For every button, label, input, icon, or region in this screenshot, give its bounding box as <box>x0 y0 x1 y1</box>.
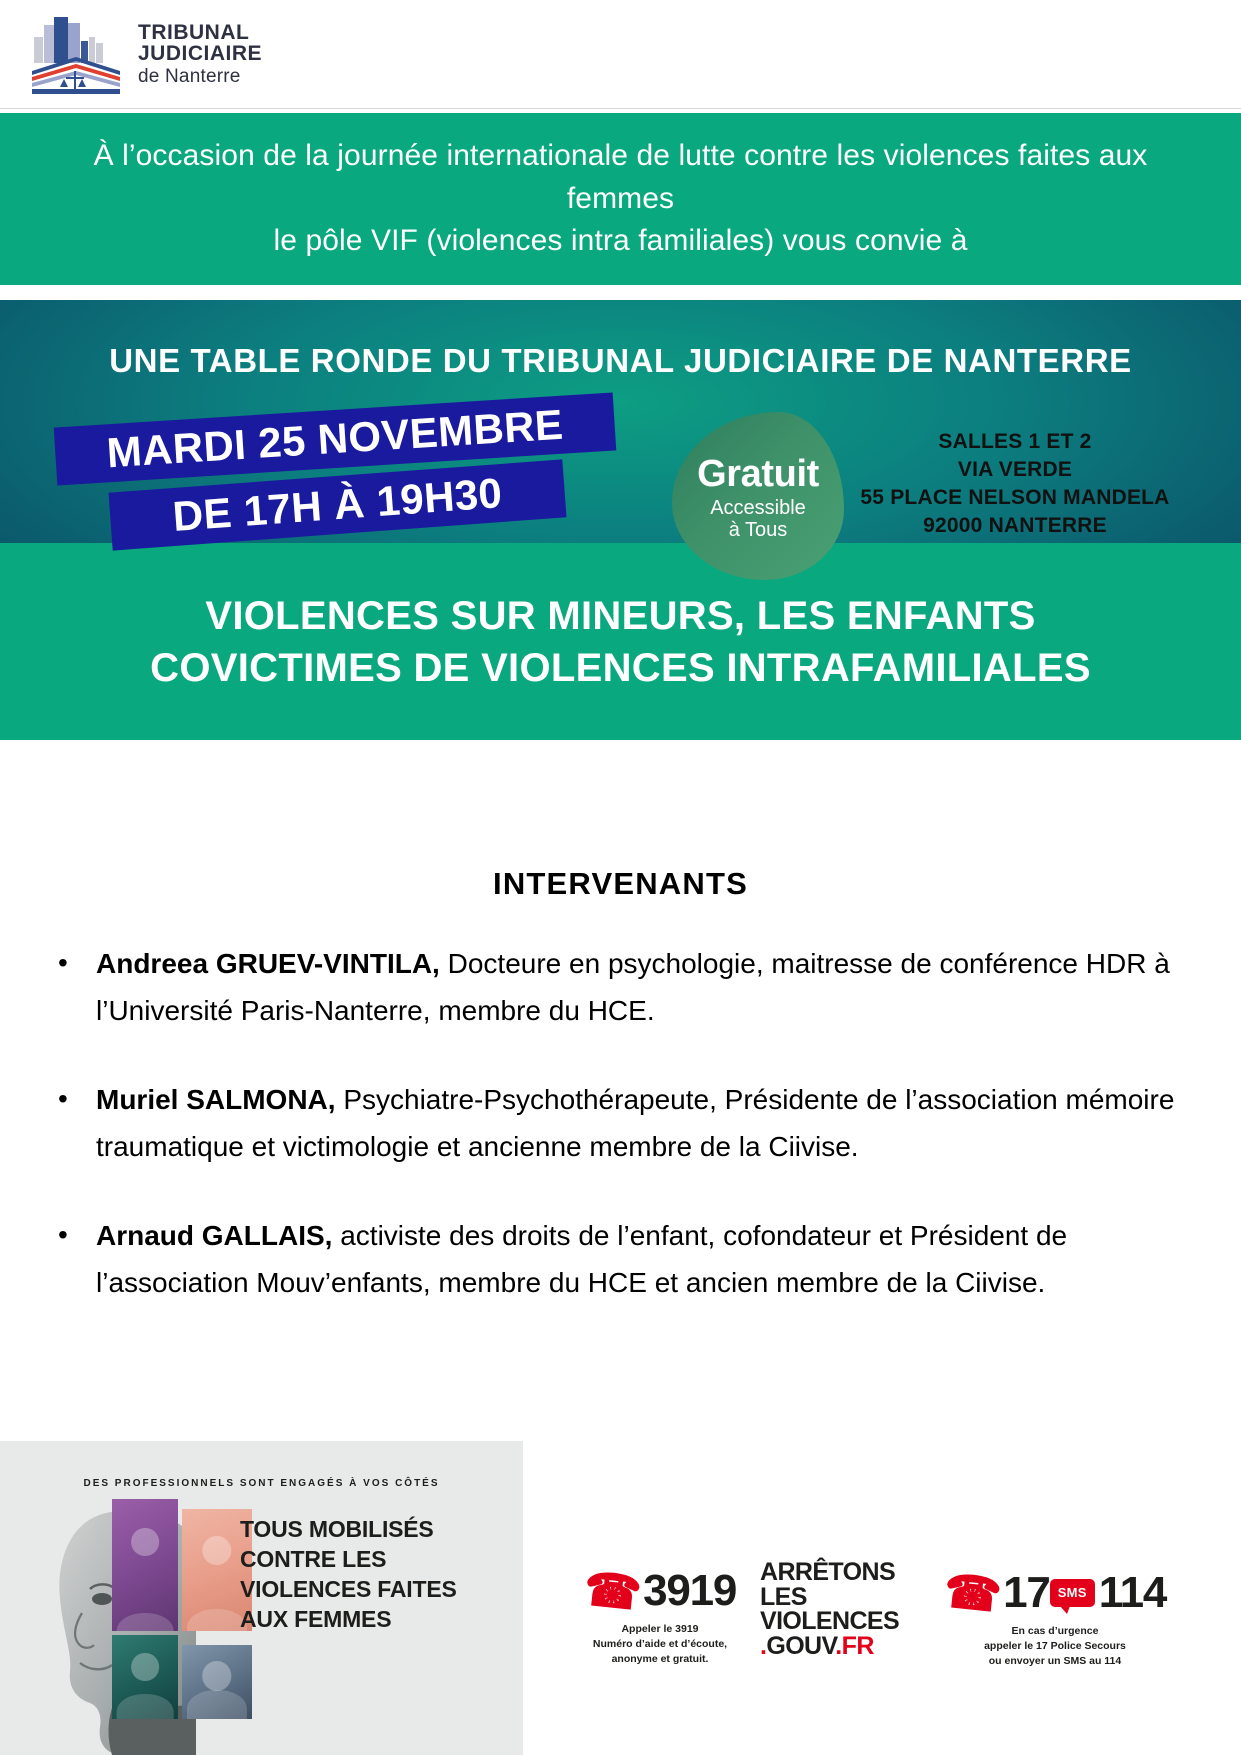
logo-line-tribunal: TRIBUNAL <box>138 20 250 44</box>
subject-line-1: VIOLENCES SUR MINEURS, LES ENFANTS <box>205 593 1036 638</box>
judge-portrait-photo <box>112 1635 178 1719</box>
professionals-photo-grid <box>112 1509 252 1719</box>
police-officer-portrait-photo <box>182 1645 252 1719</box>
address-line-city: 92000 NANTERRE <box>923 513 1107 537</box>
address-line-street: 55 PLACE NELSON MANDELA <box>860 485 1170 509</box>
portrait-body-shape <box>117 1613 174 1631</box>
call-operator-portrait-photo <box>112 1499 178 1631</box>
portrait-head-shape <box>202 1661 231 1690</box>
subject-text <box>41 590 1201 694</box>
helpline-3919-caption-line-2: Numéro d’aide et d’écoute, <box>592 1637 728 1650</box>
address-line-rooms: SALLES 1 ET 2 <box>938 430 1092 453</box>
campaign-title <box>240 1515 520 1635</box>
emergency-caption <box>910 1624 1200 1669</box>
speaker-name: Andreea GRUEV-VINTILA, <box>96 948 440 979</box>
gratuit-accessible-label: Accessible <box>710 497 806 519</box>
campaign-title-line-4: AUX FEMMES <box>240 1605 392 1632</box>
speaker-name: Muriel SALMONA, <box>96 1084 336 1116</box>
emergency-caption-line-1: En cas d’urgence <box>1011 1625 1099 1637</box>
speakers-list <box>50 940 1195 1348</box>
portrait-head-shape <box>131 1528 159 1556</box>
speaker-description: Psychiatre-Psychothérapeute, Présidente de l’association mémoire traumatique et victimologie et ancienne membre de la Ciivise. <box>96 1084 1175 1163</box>
speakers-heading: INTERVENANTS <box>493 866 748 901</box>
phone-handset-icon: ☎︎ <box>941 1564 1004 1622</box>
helpline-3919-logo <box>560 1562 760 1667</box>
portrait-head-shape <box>202 1536 231 1565</box>
arretons-red-dot: . <box>760 1631 767 1660</box>
arretons-les-violences-logo <box>760 1560 920 1658</box>
intro-line-1: À l’occasion de la journée internationale de lutte contre les violences faites aux femmes <box>93 139 1148 215</box>
venue-address <box>860 428 1170 540</box>
emergency-caption-line-2: appeler le 17 Police Secours <box>984 1639 1126 1652</box>
list-item <box>50 940 1195 1034</box>
portrait-body-shape <box>187 1609 247 1631</box>
helpline-3919-caption <box>560 1622 760 1667</box>
helpline-3919-caption-line-1: Appeler le 3919 <box>621 1623 699 1635</box>
campaign-title-line-2: CONTRE LES <box>240 1545 387 1572</box>
portrait-body-shape <box>187 1690 247 1719</box>
arretons-gouv: GOUV <box>766 1631 836 1660</box>
sms-badge-icon: SMS <box>1050 1579 1095 1607</box>
emergency-number-114: 114 <box>1098 1568 1167 1617</box>
arretons-line-4 <box>760 1631 920 1660</box>
tribunal-logo <box>28 11 262 97</box>
campaign-title-line-3: VIOLENCES FAITES <box>240 1575 457 1602</box>
emergency-number-17: 17 <box>1003 1568 1050 1617</box>
intro-banner <box>0 113 1241 285</box>
gratuit-atous-label: à Tous <box>728 519 788 541</box>
helpline-3919-row <box>560 1562 760 1620</box>
subject-line-2: COVICTIMES DE VIOLENCES INTRAFAMILIALES <box>150 645 1091 690</box>
speaker-description: Docteure en psychologie, maitresse de conférence HDR à l’Université Paris-Nanterre, membre du HCE. <box>96 948 1170 1027</box>
tribunal-building-scales-logo-icon <box>28 11 124 97</box>
phone-handset-icon: ☎︎ <box>581 1562 644 1620</box>
helpline-logos <box>560 1560 1200 1720</box>
gratuit-label: Gratuit <box>697 453 819 495</box>
list-item <box>50 1212 1195 1306</box>
arretons-fr-suffix: .FR <box>835 1631 874 1660</box>
event-type-title: UNE TABLE RONDE DU TRIBUNAL JUDICIAIRE DE NANTERRE <box>109 342 1132 379</box>
speaker-description: activiste des droits de l’enfant, cofondateur et Président de l’association Mouv’enfants, membre du HCE et ancien membre de la Ciivise. <box>96 1220 1068 1299</box>
arretons-line-2: LES <box>760 1582 807 1611</box>
emergency-caption-line-3: ou envoyer un SMS au 114 <box>988 1654 1122 1667</box>
arretons-line-1: ARRÊTONS <box>760 1558 896 1586</box>
helpline-3919-number: 3919 <box>643 1566 737 1615</box>
campaign-kicker-text: DES PROFESSIONNELS SONT ENGAGÉS À VOS CÔTÉS <box>83 1478 440 1489</box>
speaker-name: Arnaud GALLAIS, <box>96 1220 333 1252</box>
tribunal-logo-text <box>138 22 262 86</box>
emergency-numbers-row <box>910 1564 1200 1622</box>
campaign-banner-image <box>0 1441 523 1755</box>
address-line-venue: VIA VERDE <box>957 457 1073 481</box>
portrait-head-shape <box>131 1653 159 1681</box>
logo-line-judiciaire: JUDICIAIRE <box>138 42 263 66</box>
event-time-text: DE 17H À 19H30 <box>171 468 504 541</box>
subject-banner <box>0 543 1241 740</box>
campaign-title-line-1: TOUS MOBILISÉS <box>240 1516 434 1542</box>
intro-line-2: le pôle VIF (violences intra familiales) vous convie à <box>273 224 968 258</box>
emergency-numbers-logo <box>910 1564 1200 1669</box>
logo-line-nanterre: de Nanterre <box>138 65 241 87</box>
list-item <box>50 1076 1195 1170</box>
portrait-body-shape <box>117 1694 174 1719</box>
poster-header <box>0 0 1241 109</box>
helpline-3919-caption-line-3: anonyme et gratuit. <box>611 1652 709 1665</box>
intro-text <box>41 135 1201 263</box>
arretons-line-3: VIOLENCES <box>760 1607 900 1635</box>
event-date-text: MARDI 25 NOVEMBRE <box>105 400 565 477</box>
